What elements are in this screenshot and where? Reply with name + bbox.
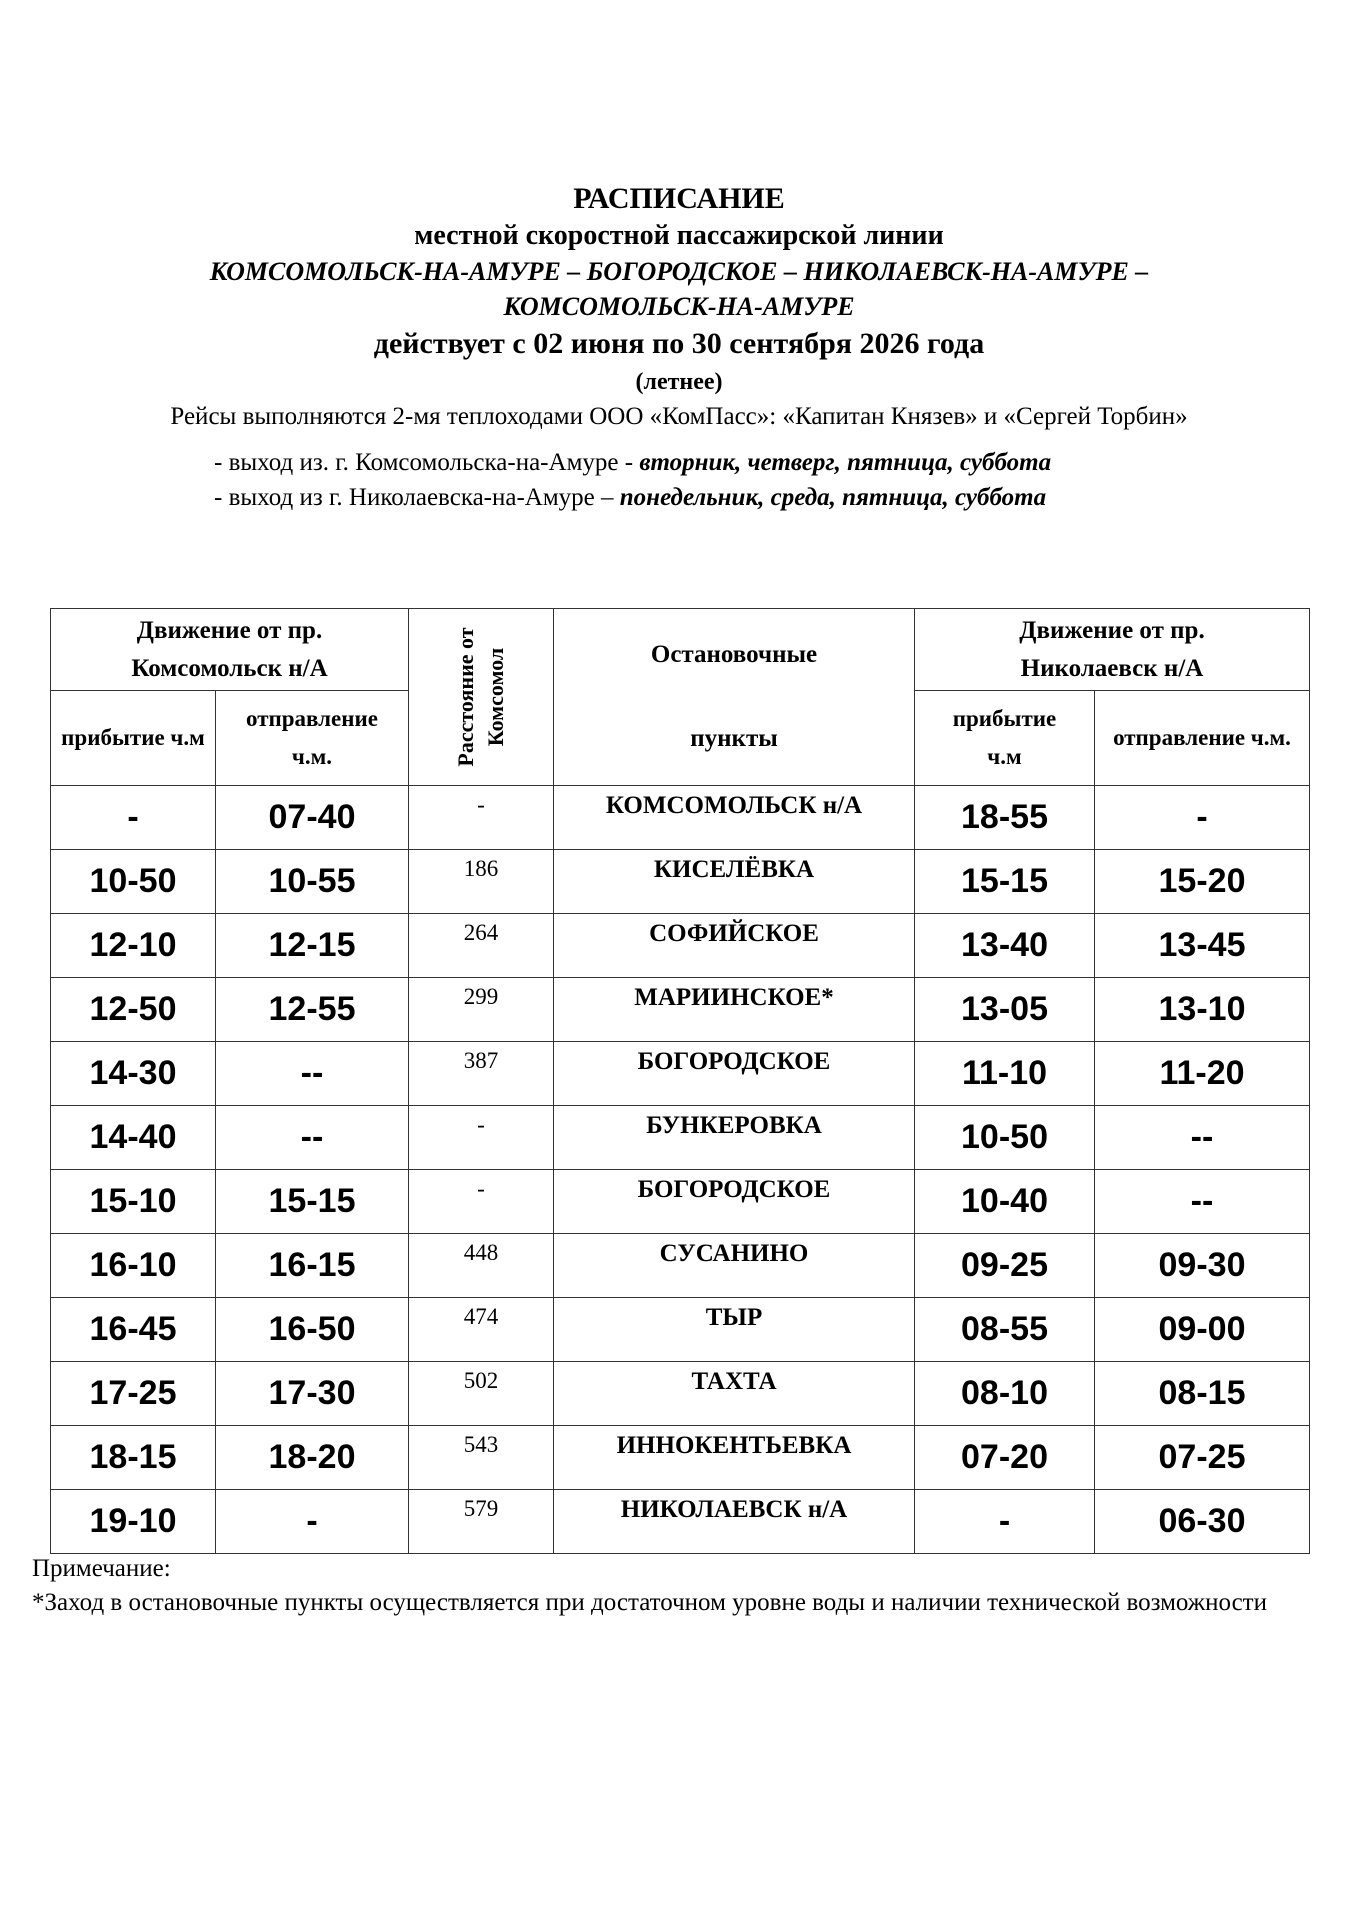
cell-stop-name: КОМСОМОЛЬСК н/А — [554, 786, 915, 850]
cell-k-departure: 16-50 — [216, 1298, 409, 1362]
header-k-arrival: прибытие ч.м — [51, 691, 216, 786]
cell-k-arrival: 18-15 — [51, 1426, 216, 1490]
cell-stop-name: ТЫР — [554, 1298, 915, 1362]
cell-distance: - — [409, 1170, 554, 1234]
cell-distance: 448 — [409, 1234, 554, 1298]
cell-k-arrival: 12-50 — [51, 978, 216, 1042]
footnote-heading: Примечание: — [32, 1555, 171, 1582]
header-stops — [554, 609, 915, 786]
cell-k-departure: 12-15 — [216, 914, 409, 978]
departure-komsomolsk — [214, 446, 1051, 480]
cell-distance: 186 — [409, 850, 554, 914]
cell-stop-name: ТАХТА — [554, 1362, 915, 1426]
validity-period: действует с 02 июня по 30 сентября 2026 года — [373, 327, 985, 360]
cell-n-arrival: 11-10 — [915, 1042, 1095, 1106]
table-row — [51, 1170, 1310, 1234]
cell-distance: - — [409, 1106, 554, 1170]
cell-k-departure: - — [216, 1490, 409, 1554]
cell-stop-name: МАРИИНСКОЕ* — [554, 978, 915, 1042]
schedule-table — [50, 608, 1310, 1554]
table-row — [51, 1426, 1310, 1490]
cell-k-departure: 16-15 — [216, 1234, 409, 1298]
route-line-2: КОМСОМОЛЬСК-НА-АМУРЕ — [503, 292, 855, 321]
cell-n-arrival: 15-15 — [915, 850, 1095, 914]
cell-n-arrival: 13-05 — [915, 978, 1095, 1042]
header-n-departure: отправление ч.м. — [1095, 691, 1310, 786]
cell-k-arrival: 14-40 — [51, 1106, 216, 1170]
cell-distance: 579 — [409, 1490, 554, 1554]
cell-distance: 299 — [409, 978, 554, 1042]
cell-k-departure: 17-30 — [216, 1362, 409, 1426]
cell-n-departure: - — [1095, 786, 1310, 850]
cell-n-arrival: 18-55 — [915, 786, 1095, 850]
cell-stop-name: БУНКЕРОВКА — [554, 1106, 915, 1170]
page-subtitle: местной скоростной пассажирской линии — [414, 220, 944, 251]
cell-k-arrival: 16-45 — [51, 1298, 216, 1362]
table-row — [51, 1362, 1310, 1426]
table-row — [51, 786, 1310, 850]
cell-n-departure: 13-10 — [1095, 978, 1310, 1042]
table-row — [51, 1042, 1310, 1106]
cell-k-departure: 07-40 — [216, 786, 409, 850]
cell-distance: 502 — [409, 1362, 554, 1426]
cell-stop-name: СУСАНИНО — [554, 1234, 915, 1298]
table-row — [51, 850, 1310, 914]
cell-n-departure: -- — [1095, 1106, 1310, 1170]
cell-n-departure: 09-30 — [1095, 1234, 1310, 1298]
cell-k-departure: 10-55 — [216, 850, 409, 914]
cell-n-departure: 08-15 — [1095, 1362, 1310, 1426]
cell-n-departure: 09-00 — [1095, 1298, 1310, 1362]
cell-n-departure: 11-20 — [1095, 1042, 1310, 1106]
cell-n-arrival: - — [915, 1490, 1095, 1554]
cell-stop-name: КИСЕЛЁВКА — [554, 850, 915, 914]
header-distance — [409, 609, 554, 786]
cell-k-arrival: 12-10 — [51, 914, 216, 978]
table-row — [51, 1234, 1310, 1298]
cell-n-arrival: 08-55 — [915, 1298, 1095, 1362]
table-row — [51, 1490, 1310, 1554]
header-distance-label: Расстояние от Комсомол — [453, 627, 508, 767]
cell-k-arrival: - — [51, 786, 216, 850]
cell-k-departure: 15-15 — [216, 1170, 409, 1234]
header-from-komsomolsk: Движение от пр. Комсомольск н/А — [51, 609, 409, 691]
cell-distance: 387 — [409, 1042, 554, 1106]
cell-distance: 474 — [409, 1298, 554, 1362]
cell-distance: 543 — [409, 1426, 554, 1490]
cell-stop-name: НИКОЛАЕВСК н/А — [554, 1490, 915, 1554]
table-row — [51, 978, 1310, 1042]
header-n-arrival: прибытие ч.м — [915, 691, 1095, 786]
cell-n-arrival: 10-50 — [915, 1106, 1095, 1170]
departure-komsomolsk-prefix: - выход из. г. Комсомольска-на-Амуре - — [214, 449, 640, 476]
footnote-text: *Заход в остановочные пункты осуществляется при достаточном уровне воды и наличии технической возможности — [32, 1589, 1267, 1616]
header-from-nikolaevsk: Движение от пр. Николаевск н/А — [915, 609, 1310, 691]
route-line-1: КОМСОМОЛЬСК-НА-АМУРЕ – БОГОРОДСКОЕ – НИКОЛАЕВСК-НА-АМУРЕ – — [209, 257, 1149, 286]
page-title: РАСПИСАНИЕ — [573, 182, 785, 215]
cell-n-arrival: 10-40 — [915, 1170, 1095, 1234]
cell-n-arrival: 08-10 — [915, 1362, 1095, 1426]
cell-stop-name: СОФИЙСКОЕ — [554, 914, 915, 978]
season-label: (летнее) — [635, 369, 723, 395]
header-stops-top: Остановочные — [650, 641, 818, 668]
cell-k-arrival: 10-50 — [51, 850, 216, 914]
cell-k-arrival: 14-30 — [51, 1042, 216, 1106]
departure-nikolaevsk-prefix: - выход из г. Николаевска-на-Амуре – — [214, 484, 620, 511]
cell-n-departure: 15-20 — [1095, 850, 1310, 914]
table-row — [51, 914, 1310, 978]
cell-k-departure: -- — [216, 1106, 409, 1170]
cell-stop-name: ИННОКЕНТЬЕВКА — [554, 1426, 915, 1490]
cell-k-departure: 12-55 — [216, 978, 409, 1042]
cell-stop-name: БОГОРОДСКОЕ — [554, 1170, 915, 1234]
cell-k-arrival: 16-10 — [51, 1234, 216, 1298]
cell-n-departure: -- — [1095, 1170, 1310, 1234]
cell-n-departure: 13-45 — [1095, 914, 1310, 978]
departure-nikolaevsk — [214, 481, 1046, 515]
departure-nikolaevsk-days: понедельник, среда, пятница, суббота — [619, 484, 1047, 511]
table-row — [51, 1298, 1310, 1362]
departure-komsomolsk-days: вторник, четверг, пятница, суббота — [639, 449, 1052, 476]
cell-stop-name: БОГОРОДСКОЕ — [554, 1042, 915, 1106]
schedule-header — [0, 180, 1358, 434]
cell-n-arrival: 07-20 — [915, 1426, 1095, 1490]
cell-k-arrival: 15-10 — [51, 1170, 216, 1234]
cell-distance: - — [409, 786, 554, 850]
table-row — [51, 1106, 1310, 1170]
footnote — [32, 1552, 1322, 1620]
cell-n-departure: 06-30 — [1095, 1490, 1310, 1554]
header-stops-bottom: пункты — [690, 725, 778, 752]
cell-n-arrival: 13-40 — [915, 914, 1095, 978]
cell-k-departure: 18-20 — [216, 1426, 409, 1490]
cell-n-departure: 07-25 — [1095, 1426, 1310, 1490]
cell-distance: 264 — [409, 914, 554, 978]
cell-k-arrival: 19-10 — [51, 1490, 216, 1554]
cell-k-departure: -- — [216, 1042, 409, 1106]
cell-k-arrival: 17-25 — [51, 1362, 216, 1426]
header-k-departure: отправление ч.м. — [216, 691, 409, 786]
cell-n-arrival: 09-25 — [915, 1234, 1095, 1298]
ships-info: Рейсы выполняются 2-мя теплоходами ООО «КомПасс»: «Капитан Князев» и «Сергей Торбин» — [170, 403, 1188, 430]
